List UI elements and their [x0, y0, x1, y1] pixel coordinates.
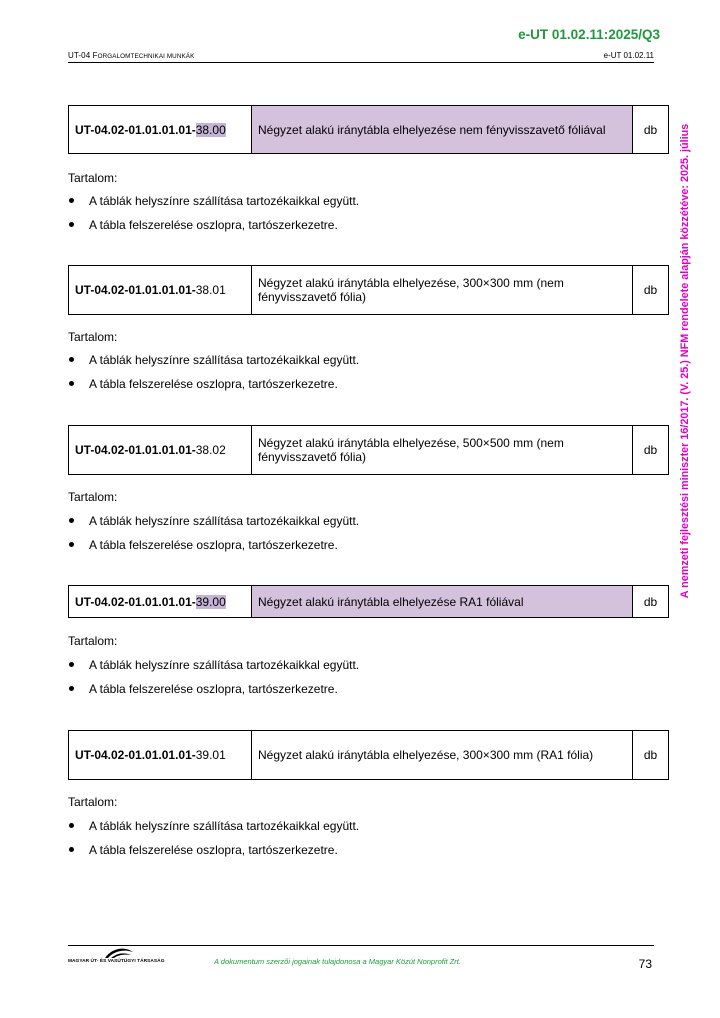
- content-label: Tartalom:: [68, 795, 118, 809]
- side-publication-note: [676, 95, 694, 627]
- item-table-38-02: [68, 425, 669, 475]
- list-item-text: A táblák helyszínre szállítása tartozékaikkal együtt.: [89, 514, 360, 528]
- item-table-38-00: [68, 105, 669, 154]
- content-list: [68, 194, 359, 242]
- bullet-icon: [69, 823, 74, 828]
- item-code-suffix: 38.02: [195, 443, 226, 457]
- item-code-prefix: UT-04.02-01.01.01.01-: [75, 748, 196, 762]
- list-item: [68, 194, 359, 218]
- list-item-text: A tábla felszerelése oszlopra, tartószerkezetre.: [89, 377, 338, 391]
- item-unit: db: [633, 586, 669, 618]
- bullet-icon: [69, 222, 74, 227]
- item-unit: db: [633, 266, 669, 315]
- logo-text: MAGYAR ÚT- ÉS VASÚTÜGYI TÁRSASÁG: [68, 959, 165, 964]
- content-label: Tartalom:: [68, 634, 118, 648]
- content-list: [68, 514, 359, 562]
- section-smallcaps: ORGALOMTECHNIKAI MUNKÁK: [97, 53, 195, 60]
- item-code: [69, 266, 252, 315]
- list-item-text: A táblák helyszínre szállítása tartozékaikkal együtt.: [89, 353, 360, 367]
- bullet-icon: [69, 518, 74, 523]
- list-item-text: A tábla felszerelése oszlopra, tartószerkezetre.: [89, 218, 338, 232]
- list-item: [68, 514, 359, 538]
- item-table-38-01: [68, 265, 669, 315]
- list-item-text: A tábla felszerelése oszlopra, tartószerkezetre.: [89, 682, 338, 696]
- list-item: [68, 658, 359, 682]
- item-code-suffix: 39.01: [195, 748, 226, 762]
- item-unit: db: [633, 106, 669, 154]
- item-code-prefix: UT-04.02-01.01.01.01-: [75, 283, 196, 297]
- content-list: [68, 353, 359, 401]
- bullet-icon: [69, 542, 74, 547]
- document-reference: e-UT 01.02.11: [603, 51, 654, 60]
- item-code-suffix: 39.00: [195, 594, 226, 609]
- header-divider: [68, 62, 654, 63]
- item-description: Négyzet alakú iránytábla elhelyezése, 300×300 mm (nem fényvisszavető fólia): [252, 266, 633, 315]
- bullet-icon: [69, 686, 74, 691]
- side-note-text: A nemzeti fejlesztési miniszter 16/2017. (V. 25.) NFM rendelete alapján közzétéve: 2025. július: [679, 123, 691, 599]
- item-description: Négyzet alakú iránytábla elhelyezése RA1 fóliával: [252, 586, 633, 618]
- content-label: Tartalom:: [68, 171, 118, 185]
- bullet-icon: [69, 381, 74, 386]
- list-item: [68, 682, 359, 706]
- content-list: [68, 658, 359, 706]
- list-item: [68, 353, 359, 377]
- page-number: 73: [638, 957, 652, 971]
- item-table-39-00: [68, 585, 669, 618]
- bullet-icon: [69, 357, 74, 362]
- content-list: [68, 819, 359, 867]
- bullet-icon: [69, 847, 74, 852]
- item-unit: db: [633, 731, 669, 780]
- logo-swoosh-icon: [104, 946, 134, 960]
- item-description: Négyzet alakú iránytábla elhelyezése nem fényvisszavető fóliával: [252, 106, 633, 154]
- item-table-39-01: [68, 730, 669, 780]
- item-code-suffix: 38.00: [195, 122, 226, 137]
- list-item-text: A táblák helyszínre szállítása tartozékaikkal együtt.: [89, 658, 360, 672]
- list-item-text: A tábla felszerelése oszlopra, tartószerkezetre.: [89, 843, 338, 857]
- item-description: Négyzet alakú iránytábla elhelyezése, 500×500 mm (nem fényvisszavető fólia): [252, 426, 633, 475]
- item-code: [69, 731, 252, 780]
- bullet-icon: [69, 662, 74, 667]
- item-code-prefix: UT-04.02-01.01.01.01-: [75, 122, 196, 137]
- document-code: e-UT 01.02.11:2025/Q3: [518, 27, 660, 42]
- section-prefix: UT-04 F: [68, 51, 98, 60]
- item-code: [69, 586, 252, 618]
- item-code-prefix: UT-04.02-01.01.01.01-: [75, 594, 196, 609]
- item-code-suffix: 38.01: [195, 283, 226, 297]
- content-label: Tartalom:: [68, 490, 118, 504]
- list-item-text: A tábla felszerelése oszlopra, tartószerkezetre.: [89, 538, 338, 552]
- bullet-icon: [69, 198, 74, 203]
- list-item: [68, 843, 359, 867]
- footer-logo: [68, 946, 168, 970]
- item-code: [69, 426, 252, 475]
- list-item: [68, 377, 359, 401]
- copyright-notice: A dokumentum szerzői jogainak tulajdonosa a Magyar Közút Nonprofit Zrt.: [214, 957, 461, 966]
- item-code-prefix: UT-04.02-01.01.01.01-: [75, 443, 196, 457]
- list-item: [68, 538, 359, 562]
- item-unit: db: [633, 426, 669, 475]
- item-description: Négyzet alakú iránytábla elhelyezése, 300×300 mm (RA1 fólia): [252, 731, 633, 780]
- section-title: [68, 51, 194, 60]
- content-label: Tartalom:: [68, 330, 118, 344]
- list-item-text: A táblák helyszínre szállítása tartozékaikkal együtt.: [89, 194, 360, 208]
- item-code: [69, 106, 252, 154]
- list-item-text: A táblák helyszínre szállítása tartozékaikkal együtt.: [89, 819, 360, 833]
- list-item: [68, 218, 359, 242]
- list-item: [68, 819, 359, 843]
